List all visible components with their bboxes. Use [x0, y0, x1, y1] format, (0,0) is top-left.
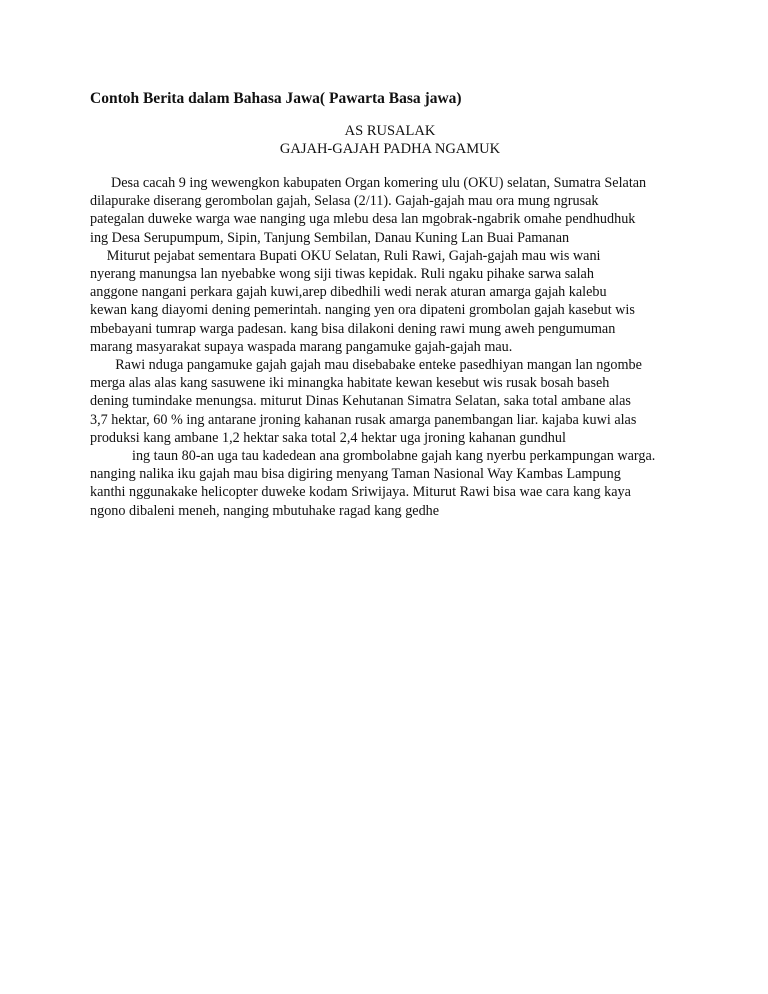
article-line: dilapurake diserang gerombolan gajah, Selasa (2/11). Gajah-gajah mau ora mung ngrusak — [90, 193, 599, 210]
article-line: nyerang manungsa lan nyebabke wong siji tiwas kepidak. Ruli ngaku pihake sarwa salah — [90, 266, 594, 283]
article-line: produksi kang ambane 1,2 hektar saka total 2,4 hektar uga jroning kahanan gundhul — [90, 429, 566, 446]
article-line: anggone nangani perkara gajah kuwi,arep dibedhili wedi nerak aturan amarga gajah kalebu — [90, 284, 607, 301]
article-line: pategalan duweke warga wae nanging uga mlebu desa lan mgobrak-ngabrik omahe pendhudhuk — [90, 211, 636, 228]
article-line: mbebayani tumrap warga padesan. kang bisa dilakoni dening rawi mung aweh pengumuman — [90, 320, 616, 337]
article-line: kewan kang diayomi dening pemerintah. nanging yen ora dipateni grombolan gajah kasebut wis — [90, 302, 635, 319]
headline-kicker: AS RUSALAK — [344, 123, 436, 139]
article-line: nanging nalika iku gajah mau bisa digiring menyang Taman Nasional Way Kambas Lampung — [90, 466, 621, 483]
article-headline — [90, 122, 690, 158]
article-line: kanthi nggunakake helicopter duweke kodam Sriwijaya. Miturut Rawi bisa wae cara kang kaya — [90, 484, 631, 501]
article-body — [90, 174, 690, 520]
document-page — [90, 90, 690, 520]
article-line: Desa cacah 9 ing wewengkon kabupaten Organ komering ulu (OKU) selatan, Sumatra Selatan — [111, 175, 647, 191]
article-line: Rawi nduga pangamuke gajah gajah mau disebabake enteke pasedhiyan mangan lan ngombe — [115, 357, 642, 374]
article-line: marang masyarakat supaya waspada marang pangamuke gajah-gajah mau. — [90, 338, 513, 355]
headline-main: GAJAH-GAJAH PADHA NGAMUK — [279, 141, 501, 157]
article-line: ngono dibaleni meneh, nanging mbutuhake ragad kang gedhe — [90, 502, 440, 519]
document-title: Contoh Berita dalam Bahasa Jawa( Pawarta Basa jawa) — [90, 90, 462, 107]
article-line: ing taun 80-an uga tau kadedean ana grombolabne gajah kang nyerbu perkampungan warga. — [132, 448, 656, 465]
article-line: Miturut pejabat sementara Bupati OKU Selatan, Ruli Rawi, Gajah-gajah mau wis wani — [106, 247, 601, 264]
article-line: ing Desa Serupumpum, Sipin, Tanjung Sembilan, Danau Kuning Lan Buai Pamanan — [90, 229, 570, 246]
article-line: 3,7 hektar, 60 % ing antarane jroning kahanan rusak amarga panembangan liar. kajaba kuwi alas — [90, 411, 637, 428]
article-line: merga alas alas kang sasuwene iki minangka habitate kewan kesebut wis rusak bosah baseh — [90, 375, 610, 392]
article-line: dening tumindake menungsa. miturut Dinas Kehutanan Simatra Selatan, saka total ambane alas — [90, 393, 631, 410]
